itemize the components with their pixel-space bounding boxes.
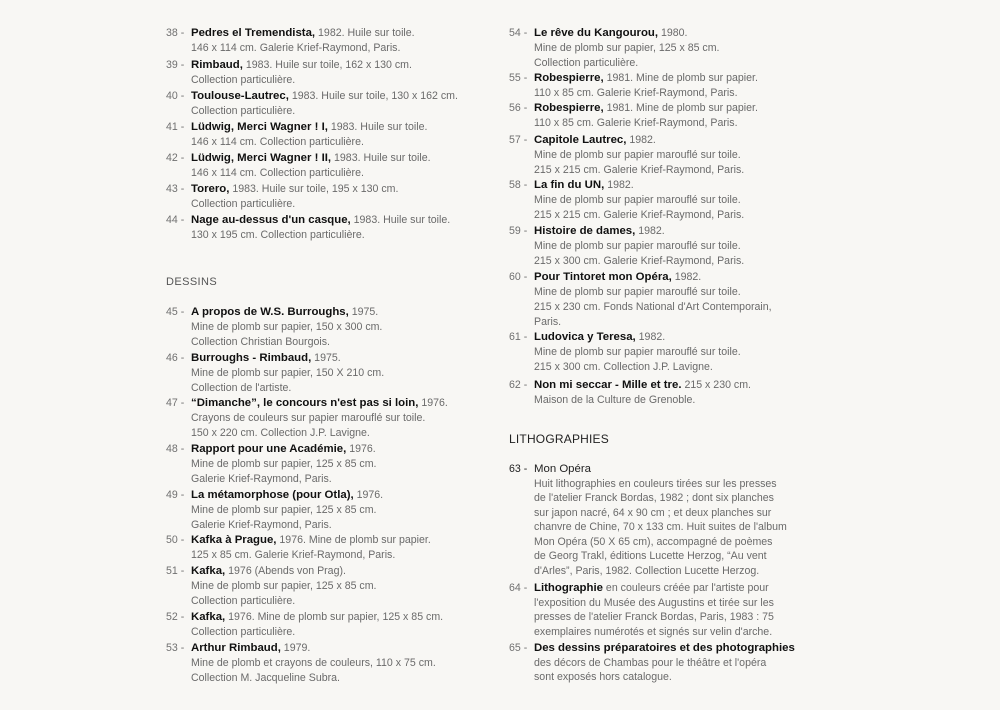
entry-title: Histoire de dames,	[534, 225, 636, 237]
entry-title: Arthur Rimbaud,	[191, 642, 281, 654]
section-heading-lithographies: LITHOGRAPHIES	[509, 432, 609, 446]
catalogue-entry	[166, 610, 443, 640]
entry-detail-line: Maison de la Culture de Grenoble.	[534, 394, 696, 406]
entry-title: Rapport pour une Académie,	[191, 443, 347, 455]
entry-detail-line: Crayons de couleurs sur papier marouflé sur toile.	[191, 412, 426, 424]
entry-detail-line: Mine de plomb sur papier, 125 x 85 cm.	[534, 42, 720, 54]
entry-detail-line: Collection particulière.	[191, 74, 296, 86]
entry-detail-line: Mine de plomb sur papier marouflé sur toile.	[534, 346, 741, 358]
entry-details: 1982.	[671, 271, 702, 283]
entry-detail-line: des décors de Chambas pour le théâtre et l'opéra	[534, 656, 767, 669]
entry-number: 65 -	[509, 642, 528, 654]
entry-details: 215 x 230 cm.	[681, 379, 751, 391]
entry-detail-line: Collection particulière.	[191, 105, 296, 117]
entry-detail-line: Collection particulière.	[191, 595, 296, 607]
entry-title: Ludovica y Teresa,	[534, 331, 636, 343]
catalogue-entry	[166, 442, 377, 487]
entry-detail-line: 146 x 114 cm. Collection particulière.	[191, 167, 364, 179]
entry-detail-line: 146 x 114 cm. Collection particulière.	[191, 136, 364, 148]
catalogue-entry	[166, 89, 458, 119]
entry-detail-line: exemplaires numérotés et signés sur velin d'arche.	[534, 625, 773, 638]
entry-title: Rimbaud,	[191, 59, 243, 71]
entry-detail-line: Collection M. Jacqueline Subra.	[191, 672, 340, 684]
entry-number: 52 -	[166, 611, 185, 623]
entry-detail-line: chanvre de Chine, 70 x 133 cm. Huit suites de l'album	[534, 521, 787, 533]
entry-details: 1982. Huile sur toile.	[315, 27, 415, 39]
entry-details: 1976 (Abends von Prag).	[225, 565, 346, 577]
catalogue-entry	[509, 26, 720, 71]
entry-detail-line: 110 x 85 cm. Galerie Krief-Raymond, Paris.	[534, 117, 738, 129]
entry-number: 58 -	[509, 179, 528, 191]
entry-title: Lithographie	[534, 582, 603, 594]
entry-number: 60 -	[509, 271, 528, 283]
entry-detail-line: sur japon nacré, 64 x 90 cm ; et deux planches sur	[534, 506, 772, 519]
entry-number: 63 -	[509, 463, 528, 475]
entry-details: en couleurs créée par l'artiste pour	[602, 582, 769, 594]
entry-detail-line: Mine de plomb sur papier marouflé sur toile.	[534, 194, 741, 206]
entry-title: Capitole Lautrec,	[534, 134, 627, 146]
entry-number: 51 -	[166, 565, 185, 577]
entry-details: 1983. Huile sur toile.	[350, 214, 451, 226]
entry-details: 1980.	[658, 27, 688, 39]
entry-number: 53 -	[166, 642, 185, 654]
entry-details: 1983. Huile sur toile, 195 x 130 cm.	[229, 183, 399, 195]
entry-detail-line: Mine de plomb sur papier, 125 x 85 cm.	[191, 458, 377, 470]
catalogue-entry	[166, 151, 431, 181]
entry-detail-line: d'Arles”, Paris, 1982. Collection Lucette Herzog.	[534, 564, 760, 577]
entry-detail-line: Mon Opéra (50 X 65 cm), accompagné de poèmes	[534, 535, 773, 548]
catalogue-entry	[166, 396, 448, 441]
entry-details: 1976.	[346, 443, 376, 455]
entry-title: Lüdwig, Merci Wagner ! I,	[191, 121, 328, 133]
entry-details: 1981. Mine de plomb sur papier.	[603, 102, 758, 114]
entry-title: La métamorphose (pour Otla),	[191, 489, 354, 501]
entry-details: 1981. Mine de plomb sur papier.	[603, 72, 758, 84]
entry-number: 62 -	[509, 379, 528, 391]
entry-detail-line: Mine de plomb et crayons de couleurs, 110 x 75 cm.	[191, 657, 436, 669]
catalogue-entry	[166, 182, 398, 212]
entry-detail-line: 146 x 114 cm. Galerie Krief-Raymond, Paris.	[191, 42, 401, 54]
catalogue-entry	[509, 133, 744, 178]
entry-number: 38 -	[166, 27, 185, 39]
catalogue-entry	[509, 378, 751, 408]
entry-number: 44 -	[166, 214, 185, 226]
entry-detail-line: Paris.	[534, 316, 562, 328]
entry-detail-line: Collection particulière.	[191, 626, 296, 638]
entry-details: 1983. Huile sur toile, 162 x 130 cm.	[242, 59, 412, 71]
entry-number: 42 -	[166, 152, 185, 164]
entry-detail-line: sont exposés hors catalogue.	[534, 671, 672, 683]
entry-title: Lüdwig, Merci Wagner ! II,	[191, 152, 332, 164]
entry-title: Pedres el Tremendista,	[191, 27, 316, 39]
entry-title: Le rêve du Kangourou,	[534, 27, 659, 39]
entry-number: 54 -	[509, 27, 528, 39]
catalogue-entry	[509, 270, 772, 330]
entry-details: 1976. Mine de plomb sur papier, 125 x 85 cm.	[225, 611, 444, 623]
entry-number: 43 -	[166, 183, 185, 195]
entry-details: 1982.	[604, 179, 634, 191]
catalogue-entry	[166, 213, 450, 243]
section-heading-dessins: DESSINS	[166, 276, 218, 288]
entry-detail-line: Collection de l'artiste.	[191, 382, 292, 394]
entry-detail-line: Mine de plomb sur papier, 125 x 85 cm.	[191, 504, 377, 516]
entry-title: Pour Tintoret mon Opéra,	[534, 271, 672, 283]
entry-detail-line: 215 x 230 cm. Fonds National d'Art Contemporain,	[534, 301, 772, 313]
entry-number: 64 -	[509, 582, 528, 594]
entry-detail-line: Mine de plomb sur papier, 150 x 300 cm.	[191, 321, 383, 333]
entry-title: Kafka à Prague,	[191, 534, 277, 546]
catalogue-entry	[509, 178, 744, 223]
entry-details: 1979.	[280, 642, 311, 654]
entry-number: 49 -	[166, 489, 185, 501]
entry-title: Burroughs - Rimbaud,	[191, 352, 312, 364]
entry-title: Toulouse-Lautrec,	[191, 90, 289, 102]
entry-detail-line: Collection Christian Bourgois.	[191, 336, 330, 348]
entry-detail-line: Collection particulière.	[534, 57, 639, 69]
entry-number: 56 -	[509, 102, 528, 114]
catalogue-entry	[166, 26, 415, 56]
entry-number: 50 -	[166, 534, 185, 546]
entry-details: 1976.	[418, 397, 448, 409]
catalogue-entry	[166, 58, 412, 88]
entry-number: 55 -	[509, 72, 528, 84]
entry-detail-line: de Georg Trakl, éditions Lucette Herzog, “Au vent	[534, 550, 767, 562]
entry-detail-line: de l'atelier Franck Bordas, 1982 ; dont six planches	[534, 492, 774, 504]
entry-detail-line: Mine de plomb sur papier, 125 x 85 cm.	[191, 580, 377, 592]
catalogue-entry	[166, 641, 436, 686]
entry-detail-line: presses de l'atelier Franck Bordas, Paris, 1983 : 75	[534, 611, 774, 623]
catalogue-entry	[166, 533, 431, 563]
entry-number: 47 -	[166, 397, 185, 409]
lithography-entry	[509, 581, 817, 639]
entry-detail-line: Galerie Krief-Raymond, Paris.	[191, 519, 332, 531]
entry-title: Nage au-dessus d'un casque,	[191, 214, 351, 226]
entry-details: 1983. Huile sur toile, 130 x 162 cm.	[288, 90, 458, 102]
catalogue-entry	[166, 305, 382, 350]
entry-details: 1976.	[353, 489, 384, 501]
entry-detail-line: Mine de plomb sur papier marouflé sur toile.	[534, 149, 741, 161]
entry-title: A propos de W.S. Burroughs,	[191, 306, 349, 318]
entry-details: 1982.	[626, 134, 656, 146]
entry-title: “Dimanche”, le concours n'est pas si loin,	[191, 397, 419, 409]
entry-details: 1983. Huile sur toile.	[327, 121, 428, 133]
entry-number: 46 -	[166, 352, 185, 364]
entry-detail-line: Mine de plomb sur papier marouflé sur toile.	[534, 240, 741, 252]
entry-title: Kafka,	[191, 565, 226, 577]
entry-detail-line: Huit lithographies en couleurs tirées sur les presses	[534, 477, 777, 490]
entry-detail-line: 110 x 85 cm. Galerie Krief-Raymond, Paris.	[534, 87, 738, 99]
entry-details: 1975.	[348, 306, 379, 318]
lithography-entry	[509, 641, 817, 685]
entry-details: 1982.	[635, 331, 666, 343]
entry-title: La fin du UN,	[534, 179, 605, 191]
entry-detail-line: Galerie Krief-Raymond, Paris.	[191, 473, 332, 485]
entry-detail-line: Collection particulière.	[191, 198, 296, 210]
entry-number: 57 -	[509, 134, 528, 146]
entry-title: Torero,	[191, 183, 230, 195]
entry-details: 1983. Huile sur toile.	[331, 152, 431, 164]
entry-detail-line: 125 x 85 cm. Galerie Krief-Raymond, Paris.	[191, 549, 396, 561]
entry-detail-line: 150 x 220 cm. Collection J.P. Lavigne.	[191, 427, 370, 439]
entry-details: 1976. Mine de plomb sur papier.	[276, 534, 431, 546]
entry-number: 40 -	[166, 90, 185, 102]
entry-detail-line: 215 x 300 cm. Collection J.P. Lavigne.	[534, 361, 713, 373]
catalogue-entry	[509, 101, 758, 131]
entry-number: 59 -	[509, 225, 528, 237]
entry-detail-line: 215 x 300 cm. Galerie Krief-Raymond, Paris.	[534, 255, 745, 267]
catalogue-entry	[166, 564, 377, 609]
entry-title: Kafka,	[191, 611, 226, 623]
entry-number: 41 -	[166, 121, 185, 133]
entry-title: Robespierre,	[534, 72, 604, 84]
entry-detail-line: Mine de plomb sur papier marouflé sur toile.	[534, 286, 741, 298]
entry-details: 1975.	[311, 352, 341, 364]
entry-number: 61 -	[509, 331, 528, 343]
entry-title: Mon Opéra	[534, 463, 591, 475]
catalogue-entry	[509, 224, 744, 269]
entry-title: Des dessins préparatoires et des photographies	[534, 642, 795, 654]
catalogue-entry	[166, 488, 383, 533]
entry-number: 48 -	[166, 443, 185, 455]
entry-details: 1982.	[635, 225, 665, 237]
entry-title: Non mi seccar - Mille et tre.	[534, 379, 682, 391]
entry-number: 45 -	[166, 306, 185, 318]
entry-number: 39 -	[166, 59, 185, 71]
entry-detail-line: 215 x 215 cm. Galerie Krief-Raymond, Paris.	[534, 164, 745, 176]
entry-title: Robespierre,	[534, 102, 604, 114]
entry-detail-line: l'exposition du Musée des Augustins et tirée sur les	[534, 596, 774, 609]
catalogue-entry	[509, 330, 741, 375]
catalogue-entry	[509, 71, 758, 101]
entry-detail-line: 130 x 195 cm. Collection particulière.	[191, 229, 365, 241]
lithography-entry	[509, 462, 817, 578]
catalogue-entry	[166, 120, 427, 150]
entry-detail-line: Mine de plomb sur papier, 150 X 210 cm.	[191, 367, 385, 379]
entry-detail-line: 215 x 215 cm. Galerie Krief-Raymond, Paris.	[534, 209, 745, 221]
catalogue-entry	[166, 351, 384, 396]
